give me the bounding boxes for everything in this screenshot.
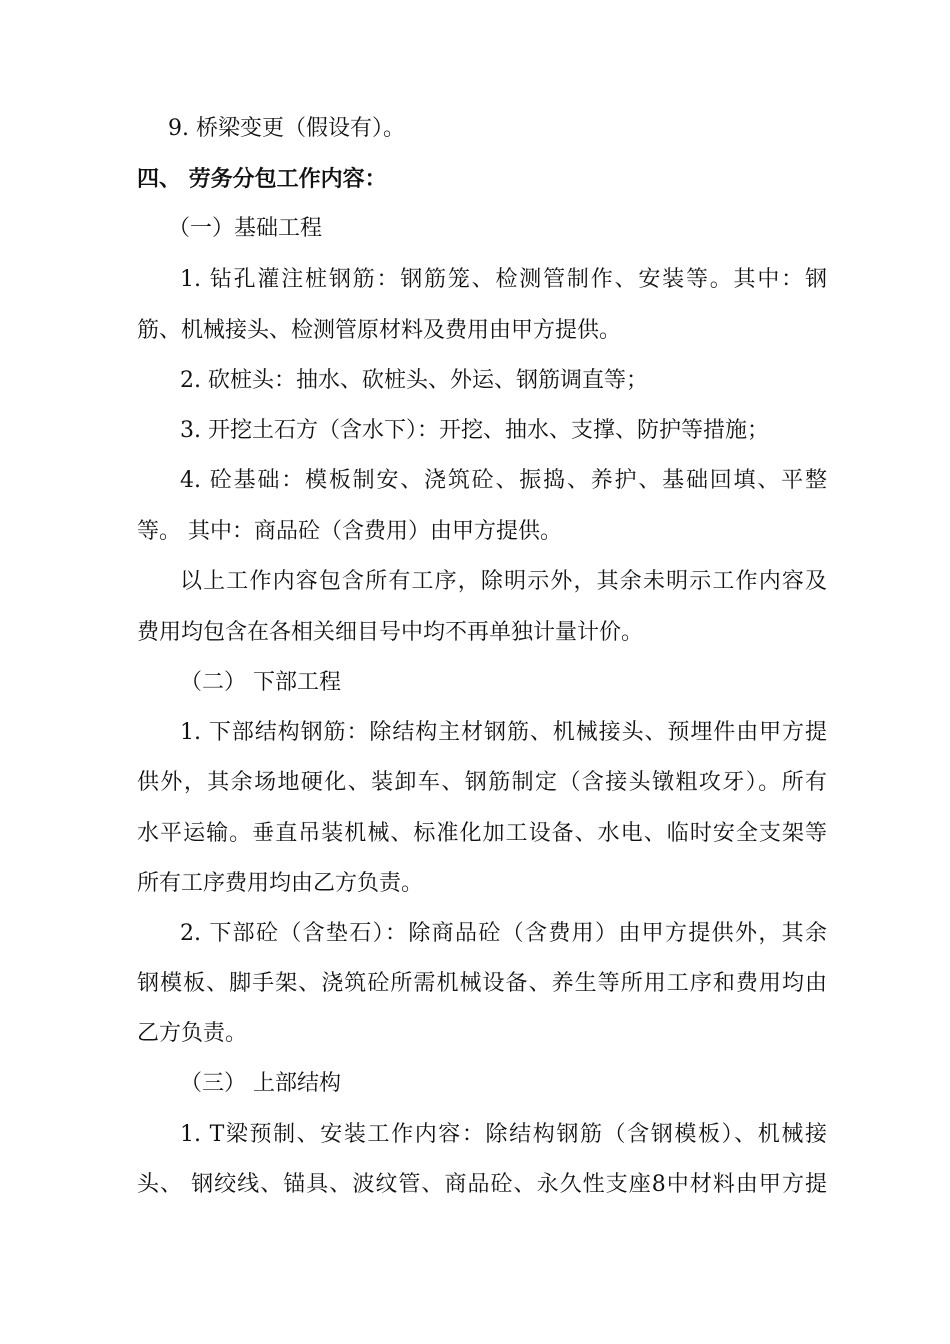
paragraph-line: 4. 砼基础：模板制安、浇筑砼、振捣、养护、基础回填、平整 <box>180 468 827 493</box>
paragraph-line: 1. T梁预制、安装工作内容：除结构钢筋（含钢模板）、机械接 <box>180 1122 827 1147</box>
paragraph-line: 1. 下部结构钢筋：除结构主材钢筋、机械接头、预埋件由甲方提 <box>180 720 827 745</box>
paragraph-line: 钢模板、脚手架、浇筑砼所需机械设备、养生等所用工序和费用均由 <box>137 971 827 996</box>
paragraph-line: 2. 下部砼（含垫石）：除商品砼（含费用）由甲方提供外，其余 <box>180 921 827 946</box>
paragraph-line: 2. 砍桩头：抽水、砍桩头、外运、钢筋调直等； <box>180 368 648 393</box>
paragraph-line: 供外，其余场地硬化、装卸车、钢筋制定（含接头镦粗攻牙）。所有 <box>137 770 827 795</box>
paragraph-line: 筋、机械接头、检测管原材料及费用由甲方提供。 <box>137 318 622 343</box>
section-heading-four: 四、 劳务分包工作内容： <box>137 166 387 192</box>
paragraph-line: 所有工序费用均由乙方负责。 <box>137 871 424 896</box>
subsection-heading-substructure: （二） 下部工程 <box>180 670 341 695</box>
paragraph-line: 3. 开挖土石方（含水下）：开挖、抽水、支撑、防护等措施； <box>180 418 769 443</box>
list-item-bridge-change: 9. 桥梁变更（假设有）。 <box>168 116 405 141</box>
paragraph-line: 等。 其中：商品砼（含费用）由甲方提供。 <box>137 519 562 544</box>
paragraph-line: 头、 钢绞线、锚具、波纹管、商品砼、永久性支座8中材料由甲方提 <box>137 1172 827 1197</box>
paragraph-line: 费用均包含在各相关细目号中均不再单独计量计价。 <box>137 620 644 645</box>
paragraph-line: 1. 钻孔灌注桩钢筋：钢筋笼、检测管制作、安装等。其中：钢 <box>180 267 827 292</box>
paragraph-line: 水平运输。垂直吊装机械、标准化加工设备、水电、临时安全支架等 <box>137 821 827 846</box>
paragraph-line: 乙方负责。 <box>137 1021 248 1046</box>
paragraph-line: 以上工作内容包含所有工序，除明示外，其余未明示工作内容及 <box>180 569 827 594</box>
subsection-heading-foundation: （一）基础工程 <box>168 216 323 241</box>
subsection-heading-superstructure: （三） 上部结构 <box>180 1071 341 1096</box>
